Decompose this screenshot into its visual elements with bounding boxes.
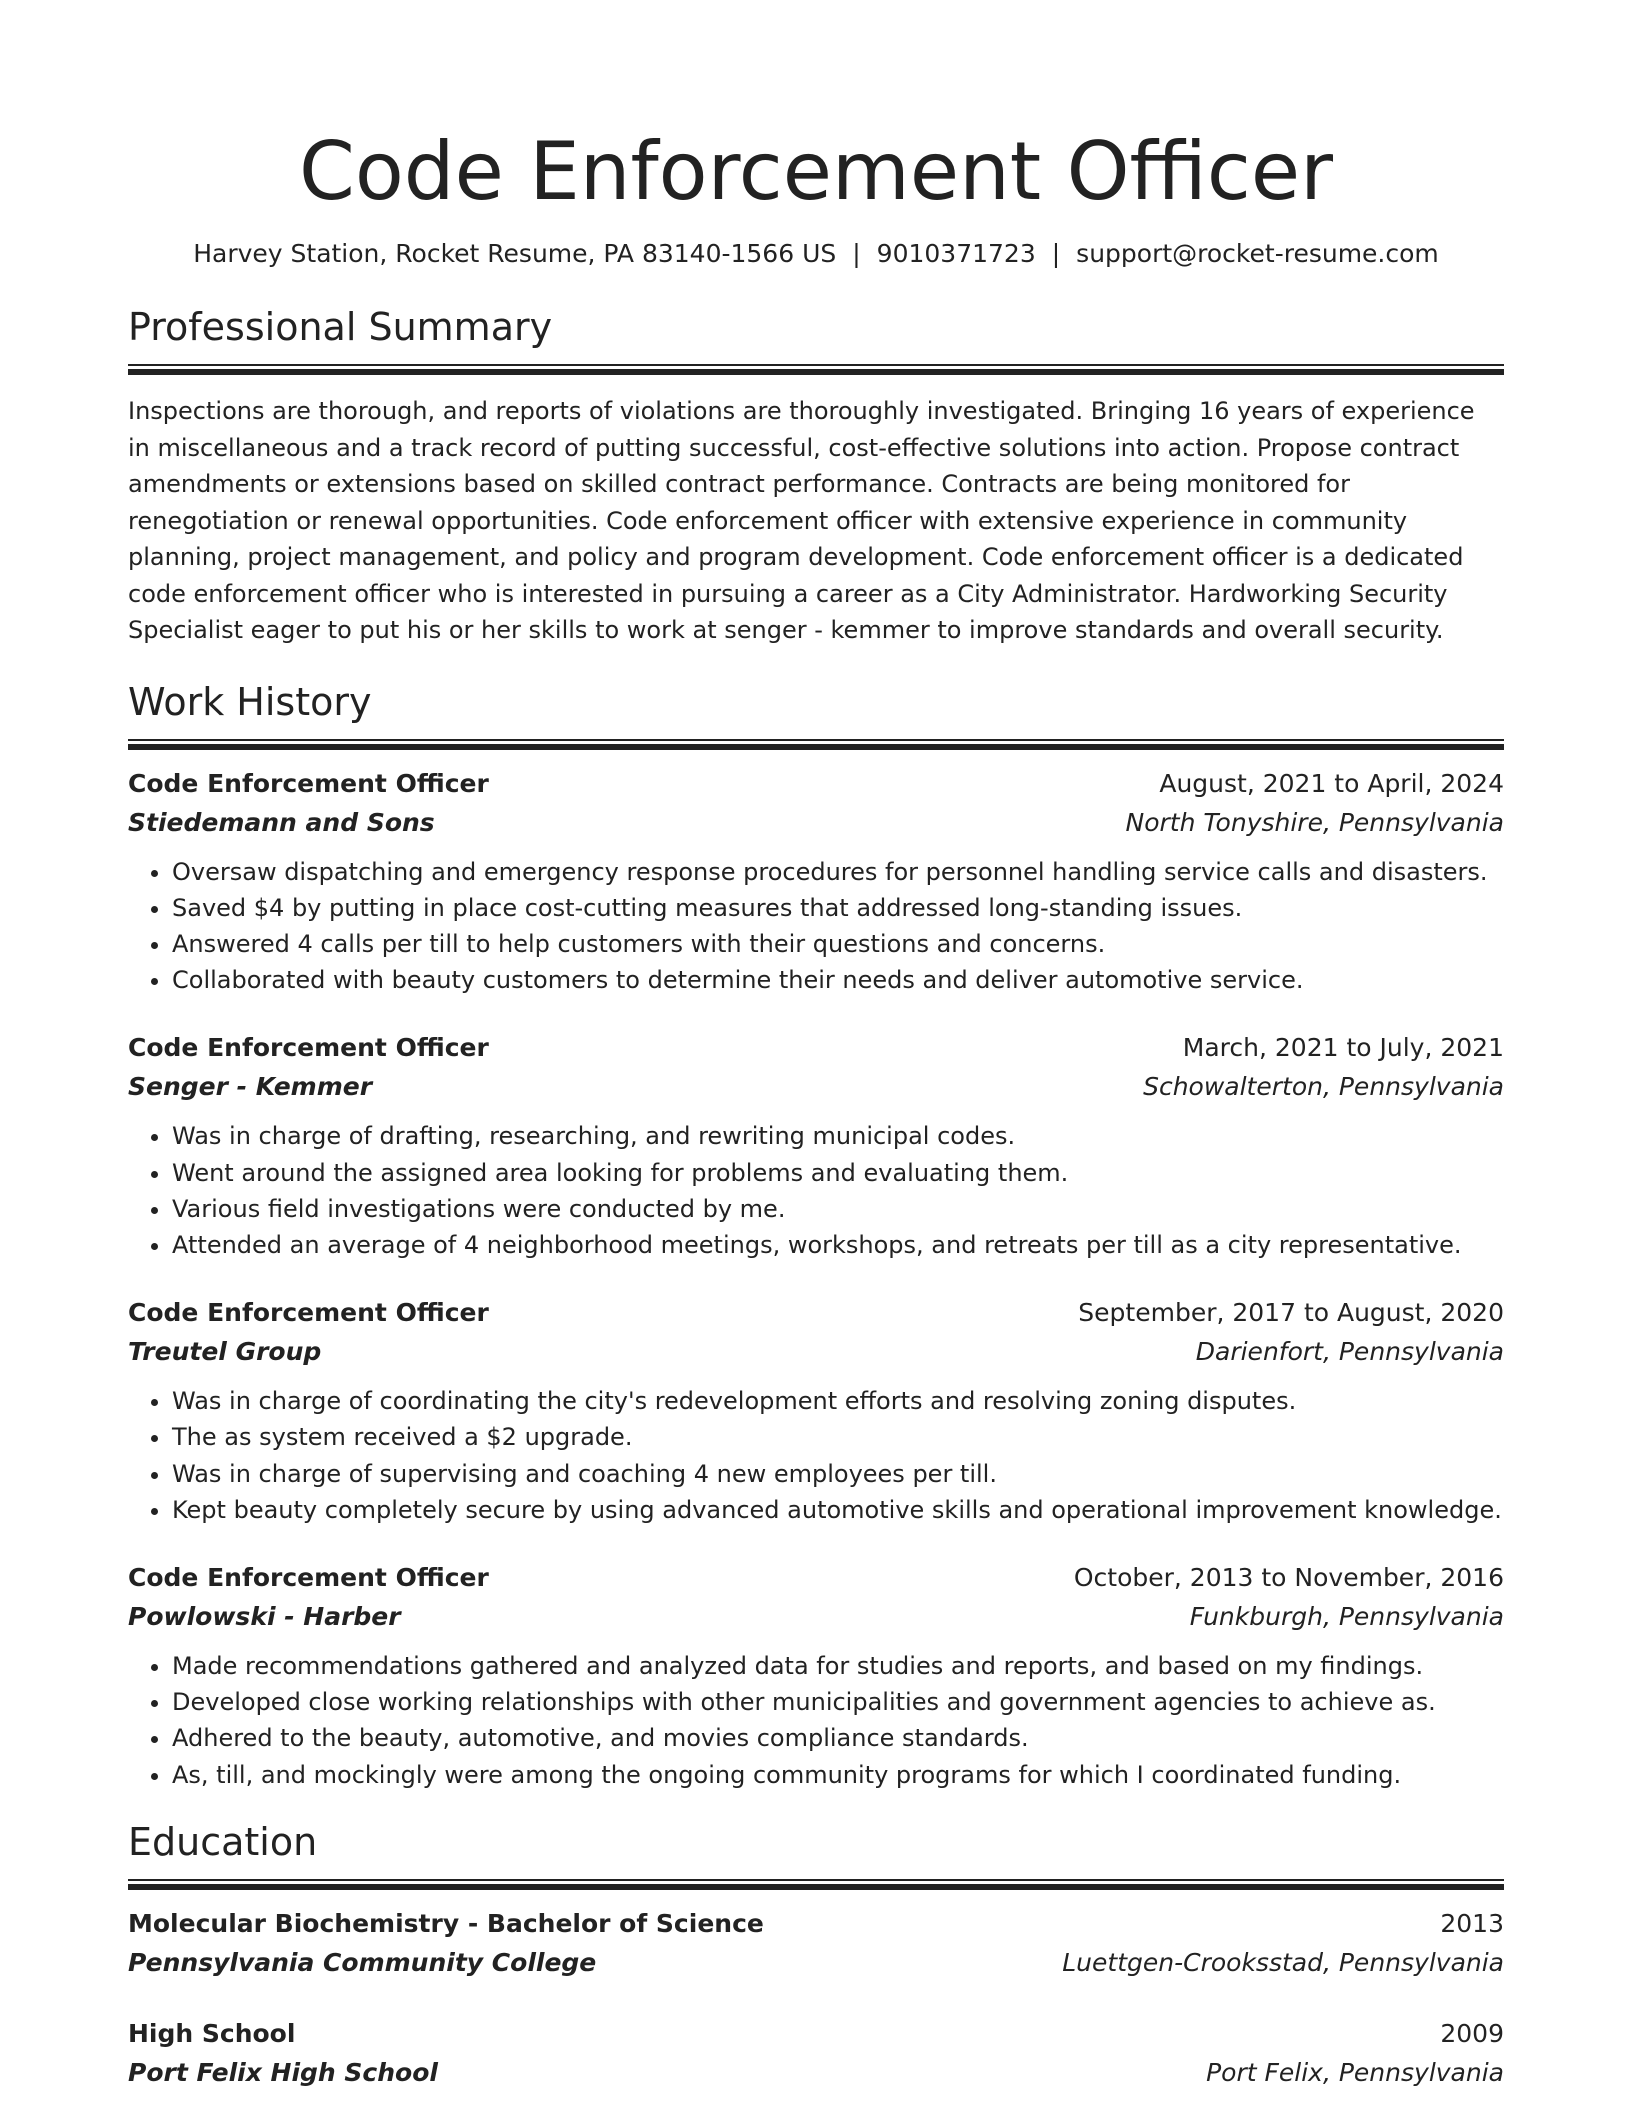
job-company-row [128, 1067, 1504, 1106]
job-entry [128, 1558, 1504, 1793]
section-divider [128, 1879, 1504, 1890]
job-location: Schowalterton, Pennsylvania [1143, 1072, 1504, 1102]
section-divider [128, 364, 1504, 375]
list-item: • Various field investigations were conducted by me. [172, 1191, 1504, 1227]
contact-separator: | [852, 239, 861, 268]
job-title: Code Enforcement Officer [128, 1562, 489, 1592]
education-school-row [128, 1943, 1504, 1982]
job-company-row [128, 1597, 1504, 1636]
job-company: Stiedemann and Sons [128, 807, 435, 837]
education-entry [128, 1904, 1504, 1982]
job-bullets [128, 1383, 1504, 1528]
list-item: • Attended an average of 4 neighborhood meetings, workshops, and retreats per till as a city representative. [172, 1227, 1504, 1263]
contact-phone: 9010371723 [876, 239, 1036, 268]
list-item: • Was in charge of drafting, researching, and rewriting municipal codes. [172, 1118, 1504, 1154]
job-entry [128, 1293, 1504, 1528]
summary-section [128, 304, 1504, 649]
job-header-row [128, 1028, 1504, 1067]
job-dates: August, 2021 to April, 2024 [1159, 768, 1504, 798]
education-entry [128, 2014, 1504, 2092]
job-location: Funkburgh, Pennsylvania [1189, 1601, 1504, 1631]
job-bullets [128, 1118, 1504, 1263]
contact-email: support@rocket-resume.com [1076, 239, 1439, 268]
contact-line [128, 238, 1504, 270]
list-item: • Went around the assigned area looking for problems and evaluating them. [172, 1155, 1504, 1191]
list-item: • As, till, and mockingly were among the ongoing community programs for which I coordinated funding. [172, 1757, 1504, 1793]
job-title: Code Enforcement Officer [128, 1298, 489, 1328]
job-entry [128, 764, 1504, 999]
list-item: • Saved $4 by putting in place cost-cutting measures that addressed long-standing issues. [172, 890, 1504, 926]
education-school-row [128, 2053, 1504, 2092]
education-degree: Molecular Biochemistry - Bachelor of Science [128, 1908, 764, 1938]
job-company-row [128, 1332, 1504, 1371]
job-company: Treutel Group [128, 1337, 322, 1367]
education-header-row [128, 1904, 1504, 1943]
list-item: • Answered 4 calls per till to help customers with their questions and concerns. [172, 926, 1504, 962]
education-year: 2013 [1440, 1908, 1504, 1938]
job-bullets [128, 854, 1504, 999]
education-location: Port Felix, Pennsylvania [1206, 2057, 1504, 2087]
education-degree: High School [128, 2018, 296, 2048]
list-item: • Oversaw dispatching and emergency response procedures for personnel handling service calls and disasters. [172, 854, 1504, 890]
page-title: Code Enforcement Officer [299, 125, 1333, 218]
education-section [128, 1819, 1504, 2092]
job-location: Darienfort, Pennsylvania [1195, 1337, 1504, 1367]
job-title: Code Enforcement Officer [128, 768, 489, 798]
list-item: • Developed close working relationships with other municipalities and government agencies to achieve as. [172, 1684, 1504, 1720]
summary-text: Inspections are thorough, and reports of violations are thoroughly investigated. Bringing 16 years of experience in miscellaneous and a track record of putting successful, cost-effective solutions into action. Propose contract amendments or extensions based on skilled contract performance. Contracts are being monitored for renegotiation or renewal opportunities. Code enforcement officer with extensive experience in community planning, project management, and policy and program development. Code enforcement officer is a dedicated code enforcement officer who is interested in pursuing a career as a City Administrator. Hardworking Security Specialist eager to put his or her skills to work at senger - kemmer to improve standards and overall security. [128, 397, 1475, 644]
job-dates: October, 2013 to November, 2016 [1073, 1562, 1504, 1592]
contact-separator: | [1051, 239, 1061, 268]
section-title-work-history: Work History [128, 679, 372, 724]
list-item: • Adhered to the beauty, automotive, and movies compliance standards. [172, 1720, 1504, 1756]
education-location: Luettgen-Crooksstad, Pennsylvania [1062, 1947, 1504, 1977]
job-company: Powlowski - Harber [128, 1601, 401, 1631]
section-divider [128, 739, 1504, 750]
job-header-row [128, 1558, 1504, 1597]
job-bullets [128, 1648, 1504, 1793]
job-company: Senger - Kemmer [128, 1072, 373, 1102]
education-year: 2009 [1440, 2018, 1504, 2048]
section-title-summary: Professional Summary [128, 305, 553, 349]
work-history-section [128, 679, 1504, 1793]
list-item: • Kept beauty completely secure by using advanced automotive skills and operational improvement knowledge. [172, 1492, 1504, 1528]
job-location: North Tonyshire, Pennsylvania [1125, 807, 1504, 837]
education-school: Pennsylvania Community College [128, 1947, 597, 1977]
education-school: Port Felix High School [128, 2057, 438, 2087]
list-item: • The as system received a $2 upgrade. [172, 1419, 1504, 1455]
section-title-education: Education [128, 1819, 318, 1864]
job-header-row [128, 764, 1504, 803]
job-title: Code Enforcement Officer [128, 1033, 489, 1063]
job-company-row [128, 803, 1504, 842]
list-item: • Made recommendations gathered and analyzed data for studies and reports, and based on my findings. [172, 1648, 1504, 1684]
job-dates: March, 2021 to July, 2021 [1182, 1033, 1504, 1063]
education-header-row [128, 2014, 1504, 2053]
job-entry [128, 1028, 1504, 1263]
list-item: • Was in charge of coordinating the city's redevelopment efforts and resolving zoning disputes. [172, 1383, 1504, 1419]
job-header-row [128, 1293, 1504, 1332]
contact-address: Harvey Station, Rocket Resume, PA 83140-1566 US [193, 239, 837, 268]
job-dates: September, 2017 to August, 2020 [1078, 1298, 1504, 1328]
resume-page [128, 0, 1504, 2092]
list-item: • Was in charge of supervising and coaching 4 new employees per till. [172, 1456, 1504, 1492]
list-item: • Collaborated with beauty customers to determine their needs and deliver automotive service. [172, 962, 1504, 998]
